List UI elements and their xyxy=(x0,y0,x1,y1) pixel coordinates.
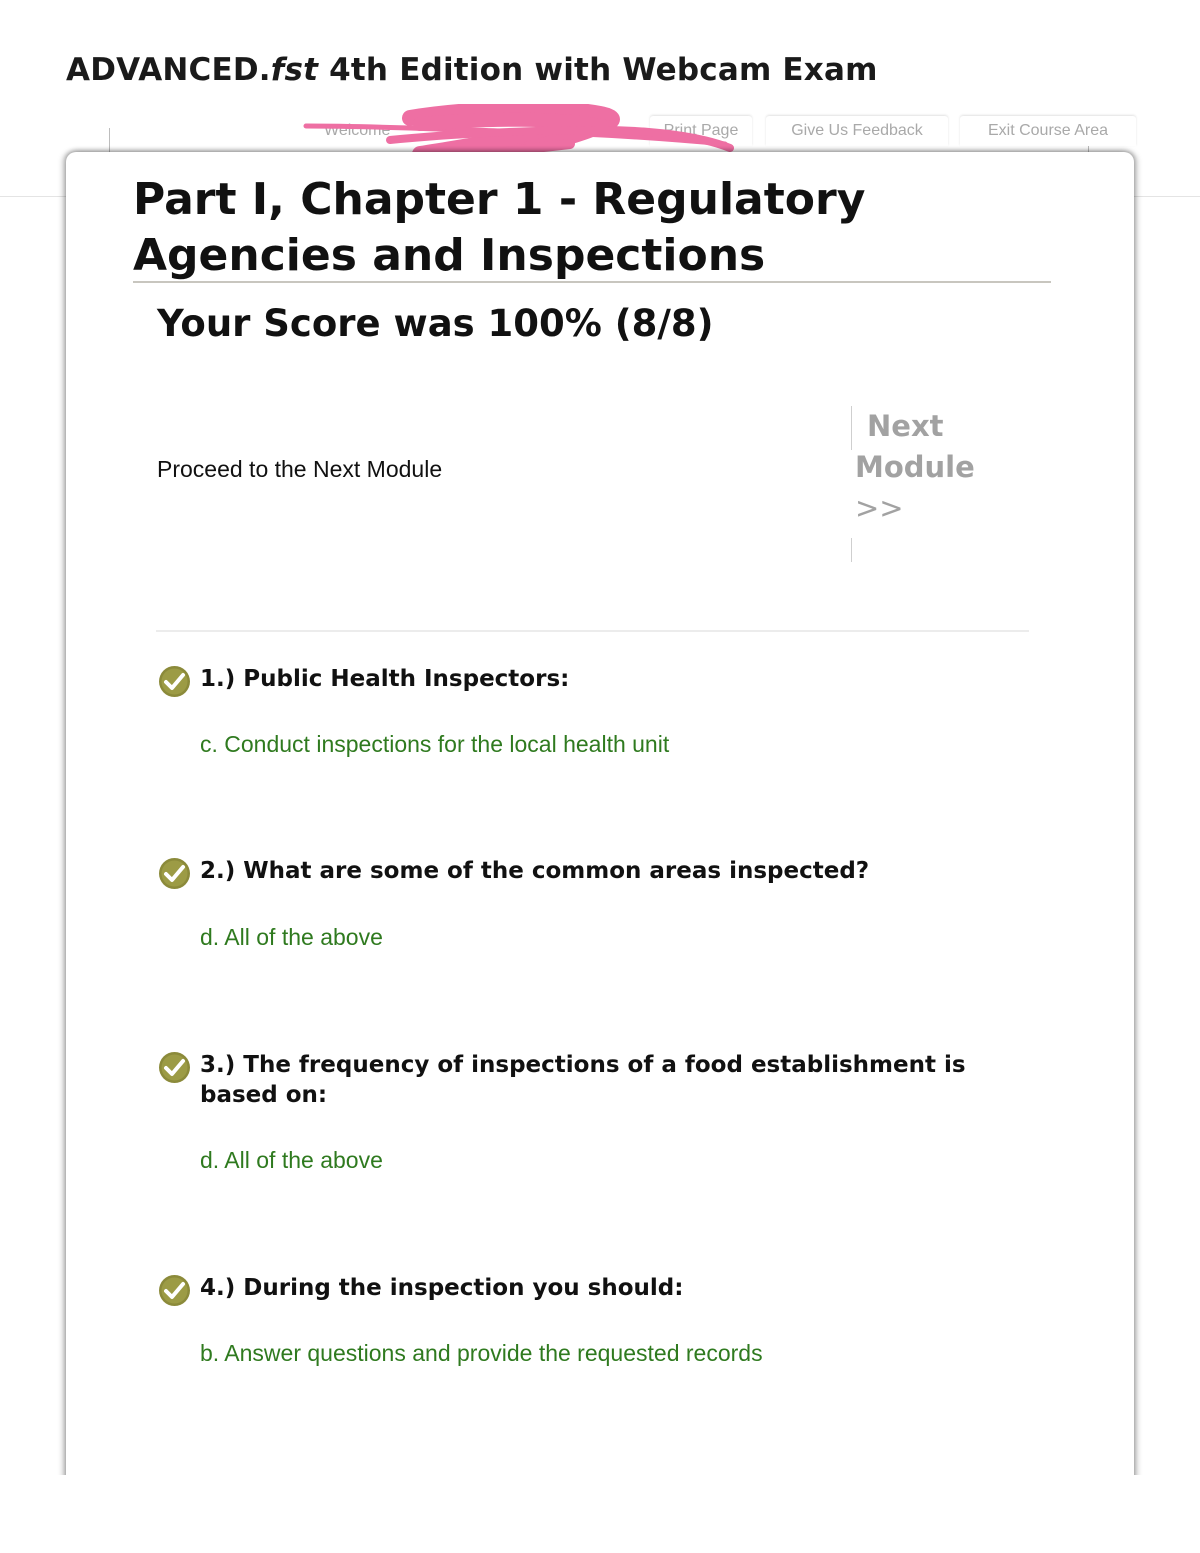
give-feedback-tab[interactable]: Give Us Feedback xyxy=(766,116,948,146)
next-module-divider-bottom xyxy=(851,538,852,562)
chapter-title-rule xyxy=(133,281,1051,283)
course-title xyxy=(66,52,878,88)
top-nav xyxy=(0,112,1200,152)
check-icon xyxy=(158,665,191,698)
question-text: 4.) During the inspection you should: xyxy=(200,1275,684,1301)
check-icon xyxy=(158,1274,191,1307)
answer-text: d. All of the above xyxy=(200,1147,383,1173)
question-text: 1.) Public Health Inspectors: xyxy=(200,666,570,692)
course-title-suffix: 4th Edition with Webcam Exam xyxy=(318,52,878,88)
chapter-title: Part I, Chapter 1 - Regulatory Agencies and Inspections xyxy=(133,174,866,281)
answer-text: c. Conduct inspections for the local health unit xyxy=(200,731,670,757)
next-module-divider-top xyxy=(851,406,852,450)
page-bottom-margin xyxy=(0,1475,1200,1553)
next-module-label-line1: Next xyxy=(867,409,944,443)
proceed-text: Proceed to the Next Module xyxy=(157,456,443,482)
score-text: Your Score was 100% (8/8) xyxy=(157,302,714,345)
answer-text: b. Answer questions and provide the requested records xyxy=(200,1340,763,1366)
print-page-tab[interactable]: Print Page xyxy=(650,116,752,146)
next-module-label-line2: Module xyxy=(855,450,975,484)
exit-course-tab[interactable]: Exit Course Area xyxy=(960,116,1136,146)
check-icon xyxy=(158,1051,191,1084)
answer-text: d. All of the above xyxy=(200,924,383,950)
question-text: 3.) The frequency of inspections of a food establishment is based on: xyxy=(200,1052,966,1108)
course-title-italic: fst xyxy=(270,52,319,88)
check-icon xyxy=(158,857,191,890)
next-module-arrows: >> xyxy=(855,491,904,525)
welcome-text: Welcome xyxy=(316,116,644,146)
next-module-button[interactable] xyxy=(855,406,995,529)
question-text: 2.) What are some of the common areas inspected? xyxy=(200,858,870,884)
results-divider xyxy=(156,630,1029,632)
course-title-prefix: ADVANCED. xyxy=(66,52,271,88)
